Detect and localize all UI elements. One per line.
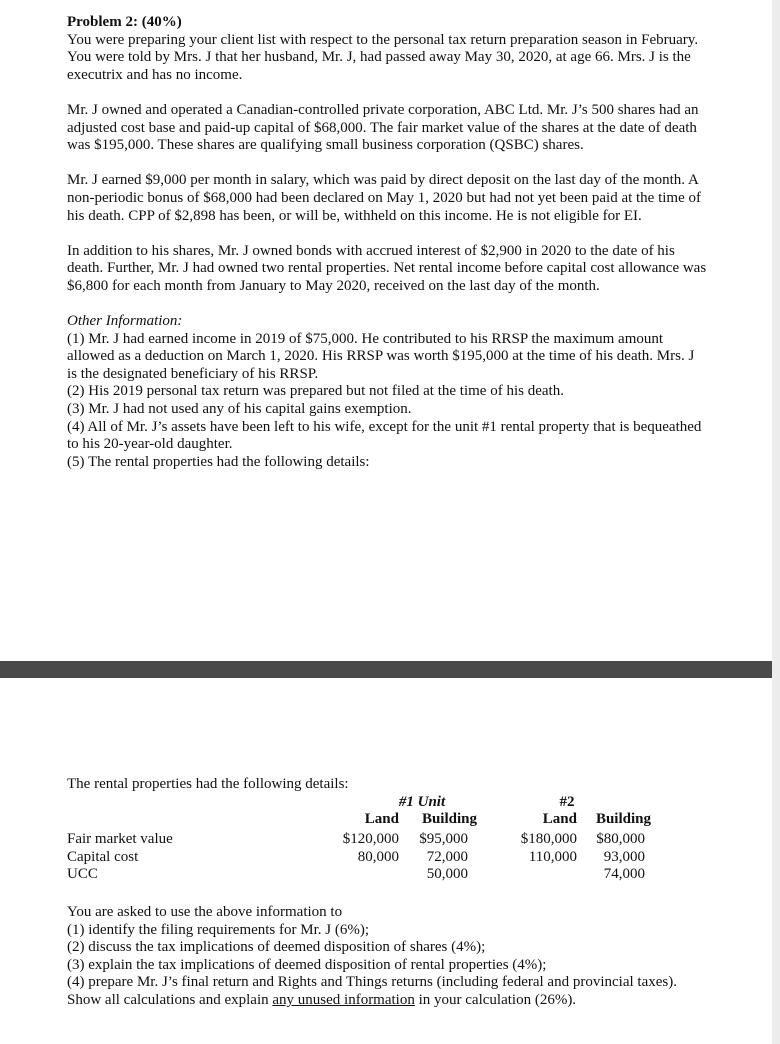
cell-u2-building-fmv: $80,000 bbox=[596, 831, 645, 847]
task-list bbox=[67, 904, 707, 1010]
page-divider bbox=[0, 661, 772, 678]
task-4-text: (4) prepare Mr. J’s final return and Rights and Things returns (including federal and provincial taxes). Show all calculations and explain bbox=[67, 974, 677, 1008]
paragraph-bonds-rental: In addition to his shares, Mr. J owned bonds with accrued interest of $2,900 in 2020 to the date of his death. Further, Mr. J had owned two rental properties. Net rental income before capital cost allowance was $6,800 for each month from January to May 2020, received on the last day of the month. bbox=[67, 242, 707, 294]
row-label-ucc: UCC bbox=[67, 866, 98, 883]
other-item-5: (5) The rental properties had the following details: bbox=[67, 453, 370, 470]
task-1: (1) identify the filing requirements for Mr. J (6%); bbox=[67, 921, 370, 938]
cell-u2-building-cost: 93,000 bbox=[603, 848, 645, 865]
row-label-fmv: Fair market value bbox=[67, 831, 173, 847]
paragraph-shares: Mr. J owned and operated a Canadian-controlled private corporation, ABC Ltd. Mr. J’s 500 shares had an adjusted cost base and paid-up capital of $68,000. The fair market value of the shares at the date of death was $195,000. These shares are qualifying small business corporation (QSBC) shares. bbox=[67, 101, 699, 154]
paragraph-intro: You were preparing your client list with respect to the personal tax return preparation season in February. You were told by Mrs. J that her husband, Mr. J, had passed away May 30, 2020, at age 66. Mrs. J is the executrix and has no income. bbox=[67, 31, 699, 83]
row-label-capital-cost: Capital cost bbox=[67, 848, 139, 865]
cell-u2-land-cost: 110,000 bbox=[528, 848, 577, 865]
cell-u1-land-cost: 80,000 bbox=[357, 848, 399, 865]
cell-u1-land-fmv: $120,000 bbox=[342, 831, 399, 847]
unit1-header: #1 Unit bbox=[398, 793, 446, 810]
task-2: (2) discuss the tax implications of deemed disposition of shares (4%); bbox=[67, 939, 486, 956]
other-item-3: (3) Mr. J had not used any of his capital gains exemption. bbox=[67, 401, 412, 418]
unit2-header: #2 bbox=[559, 793, 575, 810]
cell-u1-building-fmv: $95,000 bbox=[419, 831, 468, 847]
task-3: (3) explain the tax implications of deemed disposition of rental properties (4%); bbox=[67, 956, 547, 973]
task-4 bbox=[67, 974, 707, 1009]
unit2-land-header: Land bbox=[542, 811, 577, 828]
other-item-4: (4) All of Mr. J’s assets have been left to his wife, except for the unit #1 rental property that is bequeathed to his 20-year-old daughter. bbox=[67, 418, 702, 453]
other-information-title: Other Information: bbox=[67, 313, 183, 330]
paragraph-salary: Mr. J earned $9,000 per month in salary, which was paid by direct deposit on the last day of the month. A non-periodic bonus of $68,000 had been declared on May 1, 2020 but had not yet been paid at the time of his death. CPP of $2,898 has been, or will be, withheld on this income. He is not eligible for EI. bbox=[67, 172, 701, 224]
problem-section bbox=[67, 14, 707, 471]
cell-u2-building-ucc: 74,000 bbox=[603, 866, 645, 883]
rental-table-intro: The rental properties had the following details: bbox=[67, 776, 349, 792]
problem-heading: Problem 2: (40%) bbox=[67, 14, 182, 30]
task-4-underlined: any unused information bbox=[272, 991, 415, 1008]
rental-table bbox=[67, 776, 727, 886]
unit1-land-header: Land bbox=[364, 811, 399, 828]
other-item-2: (2) His 2019 personal tax return was prepared but not filed at the time of his death. bbox=[67, 383, 564, 400]
other-item-1: (1) Mr. J had earned income in 2019 of $75,000. He contributed to his RRSP the maximum amount allowed as a deduction on March 1, 2020. His RRSP was worth $195,000 at the time of his death. Mrs. J is the designated beneficiary of his RRSP. bbox=[67, 330, 695, 382]
cell-u2-land-fmv: $180,000 bbox=[520, 831, 577, 847]
task-4-end: in your calculation (26%). bbox=[414, 991, 577, 1008]
tasks-intro: You are asked to use the above information to bbox=[67, 904, 343, 920]
other-information bbox=[67, 313, 707, 471]
cell-u1-building-cost: 72,000 bbox=[426, 848, 468, 865]
right-gutter bbox=[772, 0, 780, 1044]
unit2-building-header: Building bbox=[595, 811, 651, 828]
unit1-building-header: Building bbox=[421, 811, 477, 828]
cell-u1-building-ucc: 50,000 bbox=[426, 866, 468, 883]
